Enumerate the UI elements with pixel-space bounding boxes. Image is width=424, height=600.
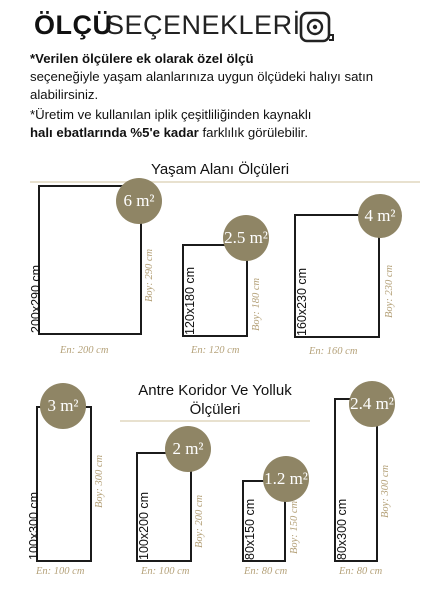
rug-length-label: Boy: 230 cm [384, 264, 395, 318]
rug-size-label: 160x230 cm [295, 267, 309, 336]
rug-size-label: 120x180 cm [183, 266, 197, 335]
rug-width-label: En: 100 cm [141, 566, 190, 577]
rug-width-label: En: 120 cm [191, 345, 240, 356]
living-title-part1: Yaşam Alanı [150, 161, 235, 178]
intro-2-rest: farklılık görülebilir. [198, 125, 308, 140]
area-badge: 3 m² [40, 383, 86, 429]
measuring-tape-icon [298, 9, 334, 45]
rug-length-label: Boy: 290 cm [144, 248, 155, 302]
living-area-title [70, 161, 370, 178]
rug-length-label: Boy: 200 cm [194, 494, 205, 548]
title-light-word: SEÇENEKLERİ [106, 10, 301, 40]
living-title-underline [30, 181, 420, 183]
intro-paragraph-1 [30, 50, 410, 104]
rug-length-label: Boy: 150 cm [289, 500, 300, 554]
intro-paragraph-2 [30, 106, 410, 142]
rug-width-label: En: 80 cm [339, 566, 383, 577]
area-badge: 2.4 m² [349, 381, 395, 427]
corridor-title-underline [120, 420, 310, 422]
corridor-title-line1: Antre Koridor Ve Yolluk [138, 382, 292, 399]
rug-size-label: 80x150 cm [243, 498, 257, 560]
intro-2-part1: *Üretim ve kullanılan iplik çeşitliliğinden kaynaklı [30, 107, 312, 122]
rug-width-label: En: 160 cm [309, 346, 358, 357]
area-badge: 4 m² [358, 194, 402, 238]
rug-size-label: 200x290 cm [29, 264, 43, 333]
rug-length-label: Boy: 300 cm [94, 454, 105, 508]
rug-length-label: Boy: 300 cm [380, 464, 391, 518]
intro-1-rest: seçeneğiyle yaşam alanlarınıza uygun ölçüdeki halıyı satın alabilirsiniz. [30, 69, 374, 102]
rug-size-label: 80x300 cm [335, 498, 349, 560]
rug-outline-100x300 [36, 406, 92, 562]
intro-2-bold: halı ebatlarında %5'e kadar [30, 125, 199, 140]
area-badge: 1.2 m² [263, 456, 309, 502]
living-title-part2: Ölçüleri [234, 161, 290, 178]
area-badge: 2 m² [165, 426, 211, 472]
rug-size-label: 100x300 cm [27, 491, 41, 560]
area-badge: 6 m² [116, 178, 162, 224]
corridor-title-line2: Ölçüleri [189, 401, 241, 418]
rug-width-label: En: 80 cm [244, 566, 288, 577]
rug-width-label: En: 100 cm [36, 566, 85, 577]
rug-width-label: En: 200 cm [60, 345, 109, 356]
area-badge: 2.5 m² [223, 215, 269, 261]
rug-size-label: 100x200 cm [137, 491, 151, 560]
intro-1-bold: *Verilen ölçülere ek olarak özel ölçü [30, 51, 254, 66]
rug-length-label: Boy: 180 cm [251, 277, 262, 331]
title-bold-word: ÖLÇÜ [34, 10, 113, 40]
